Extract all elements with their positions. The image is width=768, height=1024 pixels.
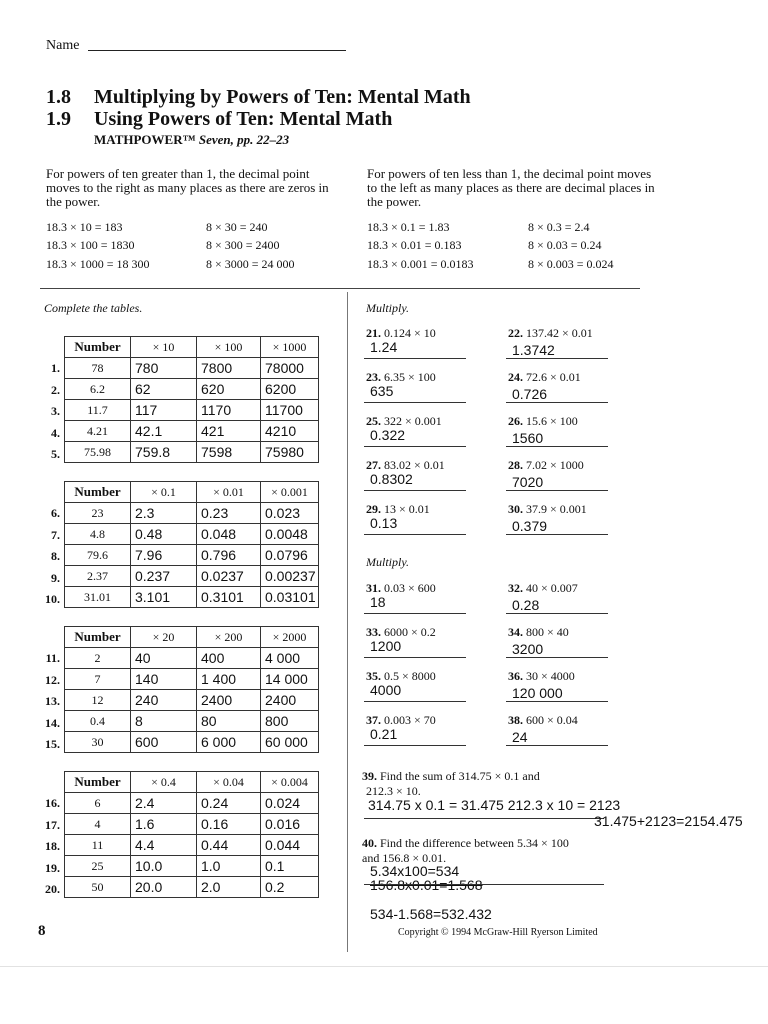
answer-line — [506, 701, 608, 702]
column-header-multiplier: × 10 — [131, 337, 197, 358]
answer-line — [506, 745, 608, 746]
example-right-2b: 8 × 0.03 = 0.24 — [528, 238, 602, 252]
table-header-row — [65, 627, 319, 648]
table-row — [65, 545, 319, 566]
problem-number: 21. — [366, 326, 381, 340]
problem-expression: 6000 × 0.2 — [384, 625, 436, 639]
answer-cell[interactable]: 0.0796 — [261, 545, 319, 566]
problem-number: 40. — [362, 836, 377, 850]
given-number-cell: 11.7 — [65, 400, 131, 421]
answer-cell[interactable]: 800 — [261, 711, 319, 732]
table-row — [65, 732, 319, 753]
problem-number: 25. — [366, 414, 381, 428]
answer-cell[interactable]: 0.0048 — [261, 524, 319, 545]
row-label: 15. — [45, 737, 60, 751]
table-row — [65, 442, 319, 463]
name-label: Name — [46, 38, 80, 53]
problem-expression: 83.02 × 0.01 — [384, 458, 445, 472]
answer-cell[interactable]: 6 000 — [197, 732, 261, 753]
problem-26 — [508, 414, 578, 429]
answer-cell[interactable]: 7800 — [197, 358, 261, 379]
answer-cell[interactable]: 2.0 — [197, 877, 261, 898]
section-title-1-9 — [46, 108, 392, 131]
answer-cell[interactable]: 0.1 — [261, 856, 319, 877]
problem-number: 33. — [366, 625, 381, 639]
answer-cell[interactable]: 2.3 — [131, 503, 197, 524]
answer-cell[interactable]: 0.237 — [131, 566, 197, 587]
problem-40-text — [362, 836, 569, 851]
name-line[interactable] — [88, 50, 346, 51]
given-number-cell: 6 — [65, 793, 131, 814]
section-title-1-8 — [46, 86, 471, 109]
answer-text[interactable]: 7020 — [512, 474, 544, 490]
column-header-multiplier: × 0.4 — [131, 772, 197, 793]
problem-39-work-1[interactable]: 314.75 x 0.1 = 31.475 212.3 x 10 = 2123 — [368, 797, 621, 813]
table-row — [65, 566, 319, 587]
answer-cell[interactable]: 78000 — [261, 358, 319, 379]
row-label: 2. — [51, 382, 60, 397]
answer-text[interactable]: 0.379 — [512, 518, 548, 534]
answer-cell[interactable]: 0.44 — [197, 835, 261, 856]
answer-cell[interactable]: 8 — [131, 711, 197, 732]
problem-expression: 0.03 × 600 — [384, 581, 436, 595]
row-label: 1. — [51, 361, 60, 375]
answer-line — [506, 657, 608, 658]
table-header-row — [65, 337, 319, 358]
problem-number: 28. — [508, 458, 523, 472]
problem-expression: 6.35 × 100 — [384, 370, 436, 384]
problem-number: 23. — [366, 370, 381, 384]
problem-expression: 0.003 × 70 — [384, 713, 436, 727]
problem-number: 37. — [366, 713, 381, 727]
answer-cell[interactable]: 0.016 — [261, 814, 319, 835]
answer-text[interactable]: 0.13 — [370, 515, 398, 531]
given-number-cell: 25 — [65, 856, 131, 877]
answer-text[interactable]: 0.8302 — [370, 471, 413, 487]
given-number-cell: 78 — [65, 358, 131, 379]
problem-40-work-1[interactable]: 5.34x100=534 — [370, 863, 460, 879]
answer-cell[interactable]: 117 — [131, 400, 197, 421]
answer-line — [364, 818, 604, 819]
answer-line — [364, 657, 466, 658]
row-label: 11. — [45, 651, 60, 665]
given-number-cell: 30 — [65, 732, 131, 753]
answer-cell[interactable]: 400 — [197, 648, 261, 669]
table-row — [65, 503, 319, 524]
answer-cell[interactable]: 0.048 — [197, 524, 261, 545]
column-header-multiplier: × 0.004 — [261, 772, 319, 793]
answer-cell[interactable]: 7598 — [197, 442, 261, 463]
given-number-cell: 0.4 — [65, 711, 131, 732]
answer-cell[interactable]: 759.8 — [131, 442, 197, 463]
answer-line — [364, 358, 466, 359]
row-label: 13. — [45, 694, 60, 708]
reference-prefix: MATHPOWER™ — [94, 132, 196, 147]
row-label: 8. — [51, 549, 60, 563]
page-bottom-edge — [0, 966, 768, 967]
answer-text[interactable]: 1560 — [512, 430, 544, 446]
answer-cell[interactable]: 0.16 — [197, 814, 261, 835]
problem-34 — [508, 625, 569, 640]
answer-text[interactable]: 4000 — [370, 682, 402, 698]
answer-cell[interactable]: 6200 — [261, 379, 319, 400]
problem-expression: 13 × 0.01 — [384, 502, 430, 516]
problem-24 — [508, 370, 581, 385]
table-row — [65, 711, 319, 732]
given-number-cell: 4.21 — [65, 421, 131, 442]
table-row — [65, 690, 319, 711]
answer-line — [364, 613, 466, 614]
answer-cell[interactable]: 0.023 — [261, 503, 319, 524]
example-left-1b: 8 × 30 = 240 — [206, 220, 268, 234]
answer-cell[interactable]: 0.00237 — [261, 566, 319, 587]
section-divider — [40, 288, 640, 289]
row-label: 16. — [45, 796, 60, 810]
copyright-notice: Copyright © 1994 McGraw-Hill Ryerson Limited — [398, 927, 598, 938]
answer-cell[interactable]: 1170 — [197, 400, 261, 421]
problem-36 — [508, 669, 575, 684]
answer-line — [506, 402, 608, 403]
answer-text[interactable]: 24 — [512, 729, 528, 745]
table-row — [65, 877, 319, 898]
answer-cell[interactable]: 0.0237 — [197, 566, 261, 587]
row-label: 6. — [51, 506, 60, 520]
answer-cell[interactable]: 1.6 — [131, 814, 197, 835]
answer-line — [506, 534, 608, 535]
example-right-3b: 8 × 0.003 = 0.024 — [528, 257, 614, 271]
given-number-cell: 23 — [65, 503, 131, 524]
column-header-multiplier: × 200 — [197, 627, 261, 648]
row-label: 19. — [45, 860, 60, 875]
given-number-cell: 12 — [65, 690, 131, 711]
answer-cell[interactable]: 20.0 — [131, 877, 197, 898]
answer-cell[interactable]: 620 — [197, 379, 261, 400]
answer-line — [364, 534, 466, 535]
row-label: 9. — [51, 570, 60, 585]
table-header-row — [65, 772, 319, 793]
answer-line — [364, 745, 466, 746]
intro-right-text: For powers of ten less than 1, the decimal point moves to the left as many places as there are decimal places in the power. — [367, 166, 655, 209]
table-row — [65, 587, 319, 608]
problem-40-text-line2: and 156.8 × 0.01. — [362, 851, 447, 865]
answer-cell[interactable]: 1 400 — [197, 669, 261, 690]
answer-line — [364, 490, 466, 491]
answer-cell[interactable]: 62 — [131, 379, 197, 400]
answer-text[interactable]: 1.3742 — [512, 342, 555, 358]
example-right-1a: 18.3 × 0.1 = 1.83 — [367, 220, 450, 234]
problem-40-work-3[interactable]: 534-1.568=532.432 — [370, 906, 492, 922]
problem-number: 39. — [362, 769, 377, 783]
problem-expression: 0.124 × 10 — [384, 326, 436, 340]
column-header-number: Number — [65, 337, 131, 358]
table-row — [65, 856, 319, 877]
problem-expression: 600 × 0.04 — [526, 713, 578, 727]
textbook-reference — [94, 132, 289, 148]
example-right-3a: 18.3 × 0.001 = 0.0183 — [367, 257, 474, 271]
problem-expression: 72.6 × 0.01 — [526, 370, 581, 384]
answer-cell[interactable]: 40 — [131, 648, 197, 669]
table-row — [65, 524, 319, 545]
answer-cell[interactable]: 80 — [197, 711, 261, 732]
problem-expression: 137.42 × 0.01 — [526, 326, 593, 340]
answer-cell[interactable]: 0.796 — [197, 545, 261, 566]
answer-line — [506, 358, 608, 359]
problem-number: 36. — [508, 669, 523, 683]
row-label: 14. — [45, 715, 60, 730]
section-number: 1.8 — [46, 86, 71, 108]
problem-expression: 0.5 × 8000 — [384, 669, 436, 683]
answer-text[interactable]: 0.726 — [512, 386, 548, 402]
table-row — [65, 400, 319, 421]
multiplication-table-3 — [64, 626, 319, 753]
problem-expression: 800 × 40 — [526, 625, 569, 639]
column-header-multiplier: × 0.001 — [261, 482, 319, 503]
given-number-cell: 7 — [65, 669, 131, 690]
row-label: 20. — [45, 882, 60, 896]
problem-number: 30. — [508, 502, 523, 516]
table-row — [65, 669, 319, 690]
problem-30 — [508, 502, 587, 517]
problem-22 — [508, 326, 593, 341]
problem-32 — [508, 581, 578, 596]
given-number-cell: 11 — [65, 835, 131, 856]
given-number-cell: 50 — [65, 877, 131, 898]
problem-number: 35. — [366, 669, 381, 683]
column-header-multiplier: × 0.04 — [197, 772, 261, 793]
problem-expression: 7.02 × 1000 — [526, 458, 584, 472]
given-number-cell: 31.01 — [65, 587, 131, 608]
problem-number: 27. — [366, 458, 381, 472]
answer-cell[interactable]: 0.3101 — [197, 587, 261, 608]
problem-38 — [508, 713, 578, 728]
table-row — [65, 421, 319, 442]
problem-number: 38. — [508, 713, 523, 727]
intro-left-text: For powers of ten greater than 1, the decimal point moves to the right as many places as there are zeros in the power. — [46, 166, 329, 209]
problem-text-line: Find the sum of 314.75 × 0.1 and — [380, 769, 540, 783]
example-right-1b: 8 × 0.3 = 2.4 — [528, 220, 590, 234]
answer-text[interactable]: 0.21 — [370, 726, 398, 742]
reference-pages: Seven, pp. 22–23 — [198, 132, 290, 147]
answer-text[interactable]: 18 — [370, 594, 386, 610]
answer-cell[interactable]: 4.4 — [131, 835, 197, 856]
problem-number: 29. — [366, 502, 381, 516]
table-row — [65, 358, 319, 379]
answer-cell[interactable]: 421 — [197, 421, 261, 442]
answer-cell[interactable]: 2.4 — [131, 793, 197, 814]
answer-cell[interactable]: 0.24 — [197, 793, 261, 814]
problem-expression: 30 × 4000 — [526, 669, 575, 683]
answer-cell[interactable]: 3.101 — [131, 587, 197, 608]
table-row — [65, 648, 319, 669]
answer-cell[interactable]: 10.0 — [131, 856, 197, 877]
example-left-2a: 18.3 × 100 = 1830 — [46, 238, 135, 252]
answer-cell[interactable]: 11700 — [261, 400, 319, 421]
column-header-number: Number — [65, 772, 131, 793]
answer-cell[interactable]: 4210 — [261, 421, 319, 442]
answer-cell[interactable]: 0.044 — [261, 835, 319, 856]
answer-cell[interactable]: 42.1 — [131, 421, 197, 442]
answer-line — [506, 613, 608, 614]
answer-cell[interactable]: 1.0 — [197, 856, 261, 877]
column-header-number: Number — [65, 482, 131, 503]
answer-cell[interactable]: 75980 — [261, 442, 319, 463]
column-header-multiplier: × 100 — [197, 337, 261, 358]
row-label: 10. — [45, 592, 60, 606]
table-row — [65, 379, 319, 400]
row-label: 3. — [51, 404, 60, 418]
given-number-cell: 4 — [65, 814, 131, 835]
answer-cell[interactable]: 0.2 — [261, 877, 319, 898]
column-header-multiplier: × 2000 — [261, 627, 319, 648]
given-number-cell: 6.2 — [65, 379, 131, 400]
table-row — [65, 835, 319, 856]
problem-39-text — [362, 769, 540, 784]
problem-expression: 40 × 0.007 — [526, 581, 578, 595]
answer-line — [364, 446, 466, 447]
answer-text[interactable]: 0.322 — [370, 427, 406, 443]
answer-cell[interactable]: 2400 — [197, 690, 261, 711]
answer-line — [364, 884, 604, 885]
problem-39-text-line2: 212.3 × 10. — [366, 784, 421, 798]
example-left-1a: 18.3 × 10 = 183 — [46, 220, 123, 234]
problem-number: 26. — [508, 414, 523, 428]
answer-line — [506, 490, 608, 491]
example-right-2a: 18.3 × 0.01 = 0.183 — [367, 238, 462, 252]
problem-number: 32. — [508, 581, 523, 595]
section-title-text: Using Powers of Ten: Mental Math — [94, 108, 393, 130]
answer-text[interactable]: 120 000 — [512, 685, 563, 701]
answer-cell[interactable]: 14 000 — [261, 669, 319, 690]
problem-expression: 322 × 0.001 — [384, 414, 442, 428]
section-number: 1.9 — [46, 108, 71, 130]
page-number: 8 — [38, 923, 46, 939]
answer-cell[interactable]: 0.03101 — [261, 587, 319, 608]
example-left-3a: 18.3 × 1000 = 18 300 — [46, 257, 150, 271]
problem-expression: 15.6 × 100 — [526, 414, 578, 428]
row-label: 7. — [51, 527, 60, 542]
multiply-label-1: Multiply. — [366, 301, 409, 315]
problem-number: 24. — [508, 370, 523, 384]
answer-text[interactable]: 0.28 — [512, 597, 540, 613]
column-header-multiplier: × 1000 — [261, 337, 319, 358]
row-label: 5. — [51, 447, 60, 461]
answer-cell[interactable]: 600 — [131, 732, 197, 753]
multiplication-table-4 — [64, 771, 319, 898]
column-header-multiplier: × 0.1 — [131, 482, 197, 503]
answer-line — [364, 402, 466, 403]
row-label: 18. — [45, 839, 60, 853]
problem-text-line: Find the difference between 5.34 × 100 — [380, 836, 569, 850]
problem-number: 34. — [508, 625, 523, 639]
given-number-cell: 2.37 — [65, 566, 131, 587]
answer-text[interactable]: 1.24 — [370, 339, 398, 355]
given-number-cell: 4.8 — [65, 524, 131, 545]
column-header-multiplier: × 20 — [131, 627, 197, 648]
answer-text[interactable]: 635 — [370, 383, 394, 399]
answer-line — [364, 701, 466, 702]
column-header-multiplier: × 0.01 — [197, 482, 261, 503]
column-divider — [347, 292, 348, 952]
answer-cell[interactable]: 780 — [131, 358, 197, 379]
multiplication-table-2 — [64, 481, 319, 608]
answer-cell[interactable]: 0.024 — [261, 793, 319, 814]
tables-instruction: Complete the tables. — [44, 301, 143, 315]
answer-cell[interactable]: 0.23 — [197, 503, 261, 524]
given-number-cell: 79.6 — [65, 545, 131, 566]
problem-28 — [508, 458, 584, 473]
multiply-label-2: Multiply. — [366, 555, 409, 569]
answer-line — [506, 446, 608, 447]
answer-cell[interactable]: 0.48 — [131, 524, 197, 545]
problem-number: 31. — [366, 581, 381, 595]
example-left-2b: 8 × 300 = 2400 — [206, 238, 280, 252]
table-row — [65, 814, 319, 835]
example-left-3b: 8 × 3000 = 24 000 — [206, 257, 295, 271]
problem-number: 22. — [508, 326, 523, 340]
problem-39-work-2[interactable]: 31.475+2123=2154.475 — [594, 813, 743, 829]
answer-cell[interactable]: 140 — [131, 669, 197, 690]
given-number-cell: 2 — [65, 648, 131, 669]
multiplication-table-1 — [64, 336, 319, 463]
problem-expression: 37.9 × 0.001 — [526, 502, 587, 516]
row-label: 17. — [45, 817, 60, 832]
answer-cell[interactable]: 7.96 — [131, 545, 197, 566]
answer-cell[interactable]: 2400 — [261, 690, 319, 711]
row-label: 12. — [45, 672, 60, 687]
section-title-text: Multiplying by Powers of Ten: Mental Math — [94, 86, 471, 108]
answer-cell[interactable]: 60 000 — [261, 732, 319, 753]
column-header-number: Number — [65, 627, 131, 648]
problem-40-work-2[interactable]: 156.8x0.01=1.568 — [370, 877, 483, 893]
table-row — [65, 793, 319, 814]
table-header-row — [65, 482, 319, 503]
row-label: 4. — [51, 425, 60, 440]
answer-text[interactable]: 1200 — [370, 638, 402, 654]
answer-cell[interactable]: 4 000 — [261, 648, 319, 669]
answer-cell[interactable]: 240 — [131, 690, 197, 711]
answer-text[interactable]: 3200 — [512, 641, 544, 657]
given-number-cell: 75.98 — [65, 442, 131, 463]
